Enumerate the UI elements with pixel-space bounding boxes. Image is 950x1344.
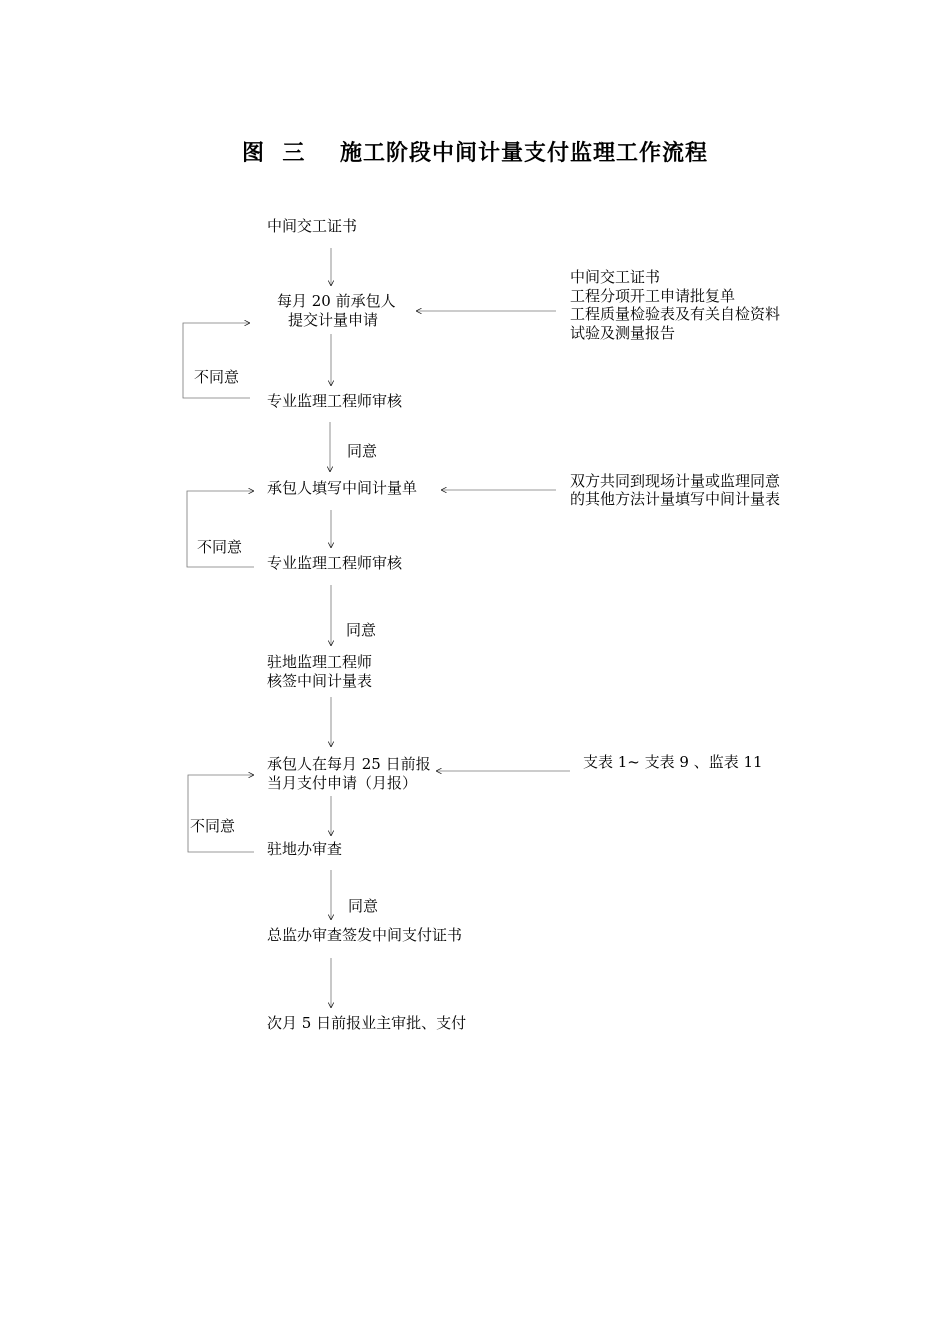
node-resident-engineer-line1: 驻地监理工程师 bbox=[267, 653, 373, 671]
label-agree-3: 同意 bbox=[348, 897, 379, 915]
label-agree-2: 同意 bbox=[346, 621, 377, 639]
node-fill-measurement-sheet: 承包人填写中间计量单 bbox=[267, 479, 418, 497]
side-note-1-line1: 中间交工证书 bbox=[570, 268, 661, 286]
node-owner-approval: 次月 5 日前报业主审批、支付 bbox=[267, 1014, 467, 1032]
loop-disagree-3 bbox=[188, 775, 254, 852]
node-submit-request-line1: 每月 20 前承包人 bbox=[277, 292, 396, 310]
node-engineer-review-2: 专业监理工程师审核 bbox=[267, 554, 403, 572]
side-note-2-line2: 的其他方法计量填写中间计量表 bbox=[570, 490, 781, 508]
node-engineer-review-1: 专业监理工程师审核 bbox=[267, 392, 403, 410]
node-payment-request-line1: 承包人在每月 25 日前报 bbox=[267, 755, 431, 773]
node-completion-certificate: 中间交工证书 bbox=[267, 217, 358, 235]
node-resident-office-review: 驻地办审查 bbox=[267, 840, 343, 858]
label-disagree-2: 不同意 bbox=[197, 538, 243, 556]
node-chief-office-certificate: 总监办审查签发中间支付证书 bbox=[267, 926, 463, 944]
side-note-1-line4: 试验及测量报告 bbox=[570, 324, 676, 342]
node-submit-request-line2: 提交计量申请 bbox=[288, 311, 379, 329]
label-agree-1: 同意 bbox=[347, 442, 378, 460]
side-note-1-line2: 工程分项开工申请批复单 bbox=[570, 287, 736, 305]
node-resident-engineer-line2: 核签中间计量表 bbox=[267, 672, 373, 690]
side-note-3: 支表 1~ 支表 9 、监表 11 bbox=[583, 753, 763, 771]
label-disagree-3: 不同意 bbox=[190, 817, 236, 835]
diagram-title: 图 三 施工阶段中间计量支付监理工作流程 bbox=[242, 140, 708, 166]
label-disagree-1: 不同意 bbox=[194, 368, 240, 386]
side-note-2-line1: 双方共同到现场计量或监理同意 bbox=[570, 472, 781, 490]
node-payment-request-line2: 当月支付申请（月报） bbox=[267, 774, 418, 792]
side-note-1-line3: 工程质量检验表及有关自检资料 bbox=[570, 305, 781, 323]
